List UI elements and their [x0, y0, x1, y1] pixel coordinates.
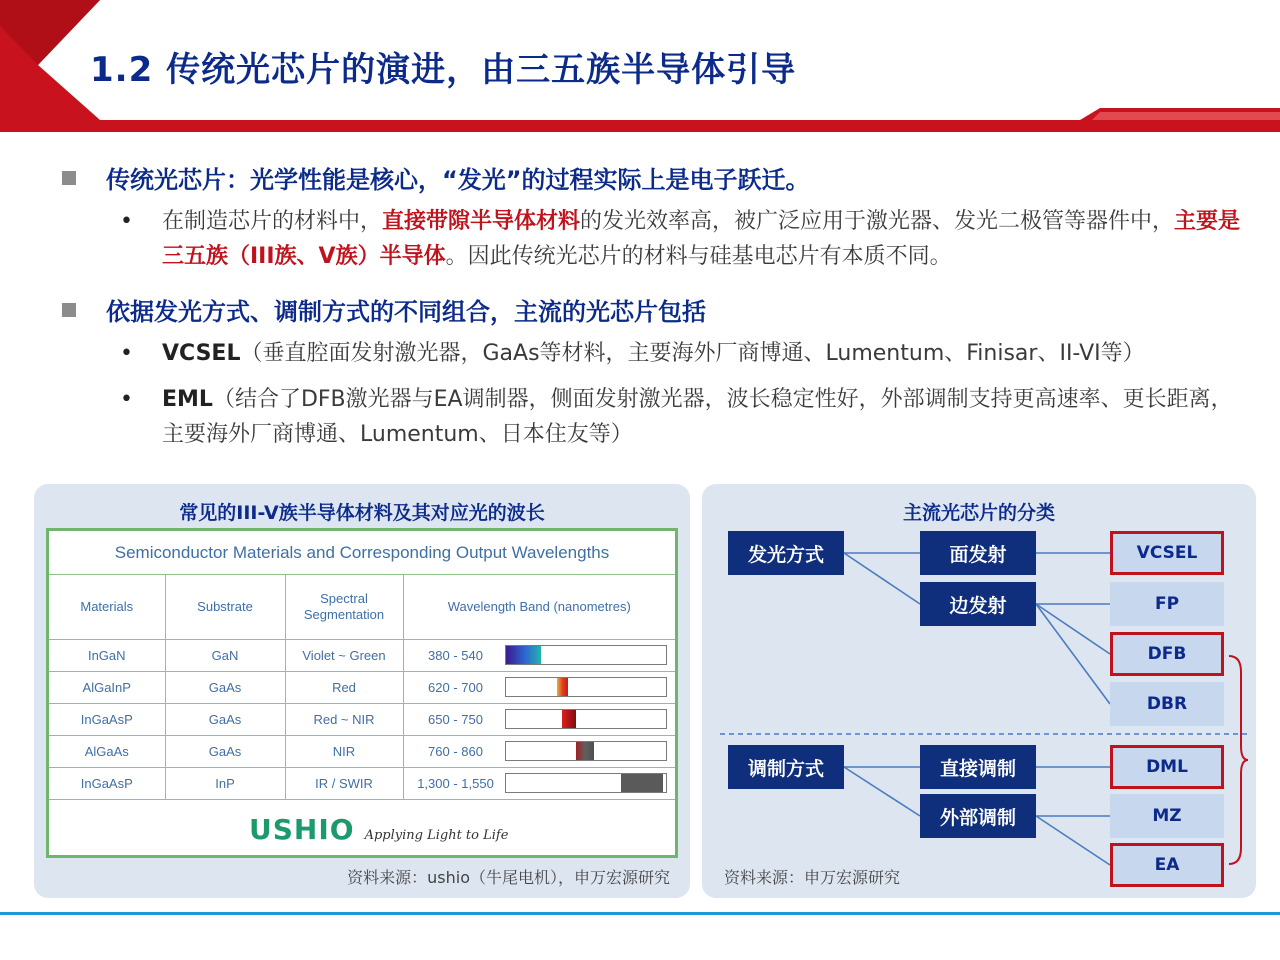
sub-bullet-text	[162, 382, 1250, 452]
cell-substrate: GaAs	[165, 671, 285, 703]
chip-vcsel: VCSEL	[1110, 531, 1224, 575]
table-header-row	[49, 575, 675, 639]
figure-title: Semiconductor Materials and Corresponding Output Wavelengths	[49, 531, 675, 575]
classification-panel-title: 主流光芯片的分类	[902, 502, 1055, 524]
node-edge-emitting: 边发射	[920, 582, 1036, 626]
wavelength-spectrum-bar	[505, 709, 667, 729]
bullet-heading: 传统光芯片：光学性能是核心，“发光”的过程实际上是电子跃迁。	[106, 166, 810, 194]
cell-material: InGaAsP	[49, 767, 165, 799]
sub-bullet-text	[162, 204, 1250, 274]
chip-ea: EA	[1110, 843, 1224, 887]
wavelength-spectrum-bar	[505, 677, 667, 697]
col-header-materials: Materials	[49, 575, 165, 639]
node-surface-emitting: 面发射	[920, 531, 1036, 575]
wavelength-spectrum-bar	[505, 645, 667, 665]
ushio-logo	[249, 813, 508, 846]
spectral-header-text: Spectral Segmentation	[303, 590, 385, 622]
bullet-traditional-chips	[62, 160, 810, 195]
text-part: 在制造芯片的材料中，	[162, 209, 383, 234]
table-row	[49, 767, 675, 799]
spectrum-fill	[576, 742, 594, 760]
vcsel-label: VCSEL	[162, 341, 241, 366]
cell-material: InGaN	[49, 639, 165, 671]
eml-label: EML	[162, 387, 213, 412]
cell-segment: Red	[285, 671, 403, 703]
wavelength-value: 620 - 700	[428, 679, 483, 695]
cell-wavelength	[403, 767, 675, 799]
highlight-direct-bandgap: 直接带隙半导体材料	[382, 209, 581, 234]
wavelength-spectrum-bar	[505, 773, 667, 793]
dot-bullet-icon: •	[120, 387, 133, 412]
table-row	[49, 639, 675, 671]
cell-material: AlGaAs	[49, 735, 165, 767]
cell-substrate: InP	[165, 767, 285, 799]
source-note: 资料来源：申万宏源研究	[724, 868, 901, 887]
sub-bullet-materials	[120, 204, 1250, 274]
chip-classification-panel	[702, 484, 1256, 898]
spectrum-fill	[506, 646, 541, 664]
sub-bullet-eml	[120, 382, 1250, 452]
footer-rule	[0, 912, 1280, 915]
wavelength-value: 1,300 - 1,550	[417, 775, 494, 791]
chip-fp: FP	[1110, 582, 1224, 626]
vcsel-desc: （垂直腔面发射激光器，GaAs等材料，主要海外厂商博通、Lumentum、Finisar、II-VI等）	[240, 341, 1145, 366]
ushio-brand-text: USHIO	[249, 813, 355, 846]
spectrum-fill	[562, 710, 576, 728]
materials-panel	[34, 484, 690, 898]
cell-substrate: GaAs	[165, 735, 285, 767]
square-bullet-icon	[62, 303, 76, 317]
ushio-tagline: Applying Light to Life	[364, 828, 509, 843]
sub-bullet-text	[162, 336, 1250, 371]
sub-bullet-vcsel	[120, 336, 1250, 371]
chip-dml: DML	[1110, 745, 1224, 789]
spectrum-fill	[621, 774, 663, 792]
chip-dfb: DFB	[1110, 632, 1224, 676]
spectrum-fill	[557, 678, 568, 696]
materials-panel-title: 常见的III-V族半导体材料及其对应光的波长	[179, 502, 545, 524]
node-external-modulation: 外部调制	[920, 794, 1036, 838]
text-part: 的发光效率高，被广泛应用于激光器、发光二极管等器件中，	[580, 209, 1175, 234]
cell-segment: Violet ~ Green	[285, 639, 403, 671]
col-header-wavelength: Wavelength Band (nanometres)	[403, 575, 675, 639]
col-header-substrate: Substrate	[165, 575, 285, 639]
col-header-spectral	[285, 575, 403, 639]
table-row	[49, 671, 675, 703]
chip-mz: MZ	[1110, 794, 1224, 838]
cell-wavelength	[403, 735, 675, 767]
text-part: 。因此传统光芯片的材料与硅基电芯片有本质不同。	[445, 244, 952, 269]
highlight-iii-v: 主要是三五族（III族、V族）半导体	[162, 209, 1241, 269]
cell-segment: Red ~ NIR	[285, 703, 403, 735]
wavelength-value: 380 - 540	[428, 647, 483, 663]
cell-substrate: GaN	[165, 639, 285, 671]
cell-material: InGaAsP	[49, 703, 165, 735]
wavelength-value: 760 - 860	[428, 743, 483, 759]
node-direct-modulation: 直接调制	[920, 745, 1036, 789]
eml-desc: （结合了DFB激光器与EA调制器，侧面发射激光器，波长稳定性好，外部调制支持更高速率、更长距离，主要海外厂商博通、Lumentum、日本住友等）	[162, 387, 1233, 447]
cell-wavelength	[403, 671, 675, 703]
ushio-wavelength-figure	[46, 528, 678, 858]
page-title: 1.2 传统光芯片的演进，由三五族半导体引导	[90, 50, 797, 90]
chip-dbr: DBR	[1110, 682, 1224, 726]
bullet-heading: 依据发光方式、调制方式的不同组合，主流的光芯片包括	[106, 298, 706, 326]
table-row	[49, 703, 675, 735]
node-modulation-mode: 调制方式	[728, 745, 844, 789]
cell-segment: IR / SWIR	[285, 767, 403, 799]
dot-bullet-icon: •	[120, 341, 133, 366]
wavelength-table	[49, 575, 675, 800]
cell-wavelength	[403, 703, 675, 735]
bullet-mainstream-chips	[62, 292, 706, 327]
node-emission-mode: 发光方式	[728, 531, 844, 575]
wavelength-spectrum-bar	[505, 741, 667, 761]
cell-material: AlGaInP	[49, 671, 165, 703]
cell-wavelength	[403, 639, 675, 671]
table-row	[49, 735, 675, 767]
cell-substrate: GaAs	[165, 703, 285, 735]
source-note: 资料来源：ushio（牛尾电机），申万宏源研究	[347, 868, 670, 887]
dot-bullet-icon: •	[120, 209, 133, 234]
cell-segment: NIR	[285, 735, 403, 767]
square-bullet-icon	[62, 171, 76, 185]
wavelength-value: 650 - 750	[428, 711, 483, 727]
